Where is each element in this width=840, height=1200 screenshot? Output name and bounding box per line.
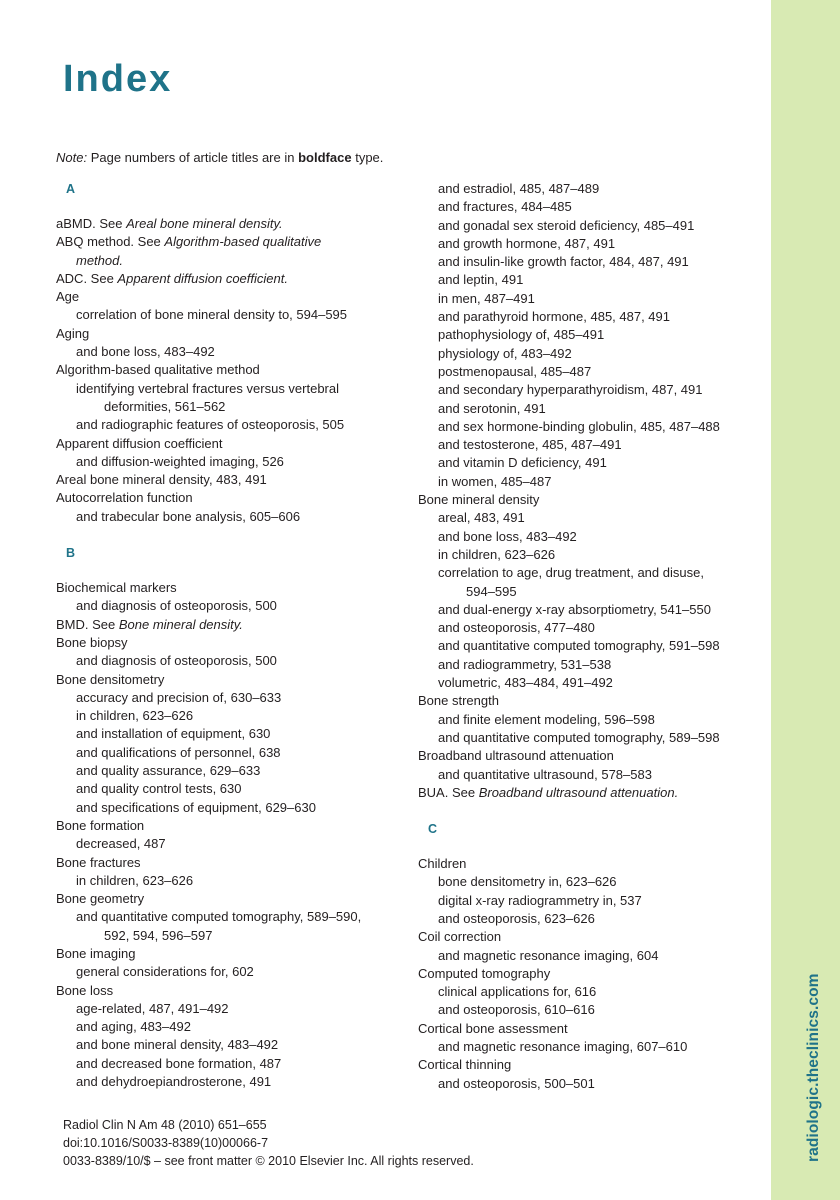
- entry-text: and osteoporosis, 623–626: [438, 910, 595, 926]
- index-subentry: [418, 892, 763, 910]
- index-entry: [418, 855, 763, 873]
- index-subentry: [418, 910, 763, 928]
- index-subentry: [56, 707, 401, 725]
- entry-text: pathophysiology of, 485–491: [438, 327, 605, 343]
- index-subentry: [56, 380, 401, 398]
- index-subentry: [418, 1038, 763, 1056]
- entry-text: in men, 487–491: [438, 290, 535, 306]
- index-subentry: [418, 473, 763, 491]
- index-entry: [56, 945, 401, 963]
- entry-text: and aging, 483–492: [76, 1019, 191, 1035]
- index-entry: [418, 784, 763, 802]
- entry-text: in children, 623–626: [438, 546, 556, 562]
- index-entry: [56, 435, 401, 453]
- cross-reference: Apparent diffusion coefficient.: [117, 270, 288, 286]
- entry-text: and qualifications of personnel, 638: [76, 744, 281, 760]
- index-subentry: [418, 583, 763, 601]
- entry-text: Algorithm-based qualitative method: [56, 362, 260, 378]
- index-subentry: [418, 198, 763, 216]
- entry-text: BUA. See: [418, 784, 479, 800]
- entry-text: Bone geometry: [56, 891, 145, 907]
- entry-text: and dehydroepiandrosterone, 491: [76, 1074, 272, 1090]
- index-subentry: [56, 1018, 401, 1036]
- entry-text: and osteoporosis, 477–480: [438, 620, 595, 636]
- index-subentry: [418, 656, 763, 674]
- index-entry: [56, 817, 401, 835]
- index-subentry: [56, 835, 401, 853]
- section-letter-heading: A: [66, 182, 76, 196]
- cross-reference: Bone mineral density.: [118, 616, 243, 632]
- entry-text: and specifications of equipment, 629–630: [76, 799, 316, 815]
- entry-text: and estradiol, 485, 487–489: [438, 181, 600, 196]
- entry-text: accuracy and precision of, 630–633: [76, 689, 282, 705]
- index-subentry: [56, 597, 401, 615]
- index-entry: [418, 928, 763, 946]
- index-note: [56, 149, 383, 167]
- index-subentry: [418, 564, 763, 582]
- index-subentry: [56, 453, 401, 471]
- entry-text: areal, 483, 491: [438, 510, 525, 526]
- entry-text: decreased, 487: [76, 836, 166, 852]
- index-subentry: [418, 983, 763, 1001]
- entry-text: 594–595: [466, 583, 517, 599]
- index-entry: [56, 288, 401, 306]
- entry-text: and testosterone, 485, 487–491: [438, 437, 622, 453]
- page-title: Index: [63, 58, 173, 100]
- index-entry: [56, 579, 401, 597]
- section-letter-heading: B: [66, 546, 76, 561]
- index-subentry: [56, 306, 401, 324]
- entry-text: and bone loss, 483–492: [76, 344, 215, 360]
- index-subentry: [56, 343, 401, 361]
- entry-text: Coil correction: [418, 929, 502, 945]
- section-letter-heading: C: [428, 822, 438, 837]
- entry-text: Computed tomography: [418, 965, 551, 981]
- index-subentry: [56, 927, 401, 945]
- entry-text: Children: [418, 856, 467, 872]
- entry-text: and radiogrammetry, 531–538: [438, 656, 612, 672]
- journal-url[interactable]: radiologic.theclinics.com: [805, 973, 822, 1162]
- index-subentry: [56, 908, 401, 926]
- entry-text: and quantitative ultrasound, 578–583: [438, 766, 652, 782]
- entry-text: postmenopausal, 485–487: [438, 363, 592, 379]
- entry-text: and quantitative computed tomography, 589–590,: [76, 909, 362, 925]
- entry-text: and serotonin, 491: [438, 400, 546, 416]
- entry-text: in children, 623–626: [76, 708, 194, 724]
- index-entry: [418, 747, 763, 765]
- entry-text: and diagnosis of osteoporosis, 500: [76, 653, 277, 669]
- index-subentry: [418, 271, 763, 289]
- entry-text: and magnetic resonance imaging, 604: [438, 947, 659, 963]
- note-text-before: Page numbers of article titles are in: [90, 150, 295, 165]
- index-subentry: [56, 416, 401, 434]
- section-gap: [418, 802, 763, 820]
- index-subentry: [56, 652, 401, 670]
- index-entry: [56, 982, 401, 1000]
- entry-text: and vitamin D deficiency, 491: [438, 455, 607, 471]
- index-subentry: [418, 947, 763, 965]
- index-entry: [56, 634, 401, 652]
- index-entry: [56, 215, 401, 233]
- index-entry: [56, 325, 401, 343]
- index-subentry: [418, 711, 763, 729]
- entry-text: correlation of bone mineral density to, 594–595: [76, 307, 348, 323]
- entry-text: ADC. See: [56, 270, 118, 286]
- index-subentry: [418, 619, 763, 637]
- footer-citation: Radiol Clin N Am 48 (2010) 651–655: [63, 1118, 267, 1132]
- note-text-after: type.: [355, 150, 384, 165]
- index-subentry: [56, 252, 401, 270]
- entry-text: and decreased bone formation, 487: [76, 1055, 282, 1071]
- entry-text: and installation of equipment, 630: [76, 726, 271, 742]
- index-subentry: [56, 1036, 401, 1054]
- index-subentry: [56, 398, 401, 416]
- entry-text: and trabecular bone analysis, 605–606: [76, 508, 301, 524]
- footer-copyright: 0033-8389/10/$ – see front matter © 2010 Elsevier Inc. All rights reserved.: [63, 1154, 474, 1168]
- entry-text: and leptin, 491: [438, 272, 524, 288]
- index-subentry: [418, 400, 763, 418]
- index-entry: [56, 616, 401, 634]
- entry-text: Bone biopsy: [56, 634, 128, 650]
- entry-text: bone densitometry in, 623–626: [438, 874, 617, 890]
- index-subentry: [418, 308, 763, 326]
- index-subentry: [418, 509, 763, 527]
- index-subentry: [56, 872, 401, 890]
- entry-text: general considerations for, 602: [76, 964, 254, 980]
- index-subentry: [418, 326, 763, 344]
- index-subentry: [56, 1073, 401, 1091]
- entry-text: Age: [56, 289, 80, 305]
- index-subentry: [418, 873, 763, 891]
- index-subentry: [418, 290, 763, 308]
- entry-text: Bone strength: [418, 693, 499, 709]
- entry-text: and osteoporosis, 500–501: [438, 1075, 595, 1091]
- entry-text: 592, 594, 596–597: [104, 927, 213, 943]
- entry-text: deformities, 561–562: [104, 398, 226, 414]
- entry-text: and parathyroid hormone, 485, 487, 491: [438, 309, 671, 325]
- entry-text: Cortical thinning: [418, 1057, 512, 1073]
- section-gap: [56, 526, 401, 544]
- entry-text: Bone densitometry: [56, 671, 165, 687]
- entry-text: Bone formation: [56, 817, 145, 833]
- index-entry: [56, 361, 401, 379]
- entry-text: and osteoporosis, 610–616: [438, 1002, 595, 1018]
- index-column-left: [56, 180, 401, 1091]
- note-label: Note:: [56, 150, 88, 165]
- index-subentry: [418, 180, 763, 198]
- entry-text: and quantitative computed tomography, 589–598: [438, 729, 720, 745]
- index-entry: [418, 1020, 763, 1038]
- entry-text: and quality control tests, 630: [76, 781, 242, 797]
- index-entry: [56, 890, 401, 908]
- entry-text: and bone loss, 483–492: [438, 528, 577, 544]
- index-entry: [56, 854, 401, 872]
- index-subentry: [56, 799, 401, 817]
- index-subentry: [56, 1055, 401, 1073]
- index-subentry: [418, 528, 763, 546]
- index-subentry: [418, 766, 763, 784]
- entry-text: and radiographic features of osteoporosis, 505: [76, 417, 345, 433]
- entry-text: and gonadal sex steroid deficiency, 485–491: [438, 217, 695, 233]
- index-entry: [418, 965, 763, 983]
- entry-text: and quality assurance, 629–633: [76, 763, 261, 779]
- index-subentry: [418, 674, 763, 692]
- entry-text: Aging: [56, 325, 90, 341]
- index-subentry: [56, 780, 401, 798]
- index-subentry: [418, 436, 763, 454]
- index-subentry: [418, 637, 763, 655]
- entry-text: Bone loss: [56, 982, 114, 998]
- cross-reference: method.: [76, 252, 123, 268]
- entry-text: Areal bone mineral density, 483, 491: [56, 472, 267, 488]
- index-subentry: [56, 508, 401, 526]
- cross-reference: Algorithm-based qualitative: [164, 234, 322, 250]
- index-subentry: [418, 363, 763, 381]
- entry-text: Bone fractures: [56, 854, 141, 870]
- index-subentry: [418, 454, 763, 472]
- entry-text: Cortical bone assessment: [418, 1020, 568, 1036]
- index-entry: [56, 233, 401, 251]
- note-bold-word: boldface: [298, 150, 352, 165]
- index-entry: [56, 270, 401, 288]
- index-subentry: [418, 729, 763, 747]
- index-subentry: [418, 381, 763, 399]
- entry-text: identifying vertebral fractures versus vertebral: [76, 380, 340, 396]
- index-entry: [418, 692, 763, 710]
- entry-text: Broadband ultrasound attenuation: [418, 748, 614, 764]
- index-subentry: [418, 345, 763, 363]
- entry-text: Bone mineral density: [418, 492, 540, 508]
- index-entry: [418, 1056, 763, 1074]
- entry-text: and fractures, 484–485: [438, 199, 572, 215]
- entry-text: and dual-energy x-ray absorptiometry, 541–550: [438, 601, 711, 617]
- entry-text: and sex hormone-binding globulin, 485, 487–488: [438, 418, 720, 434]
- entry-text: Apparent diffusion coefficient: [56, 435, 223, 451]
- entry-text: and magnetic resonance imaging, 607–610: [438, 1039, 688, 1055]
- cross-reference: Broadband ultrasound attenuation.: [478, 784, 679, 800]
- index-subentry: [418, 235, 763, 253]
- index-subentry: [418, 1001, 763, 1019]
- index-entry: [56, 489, 401, 507]
- entry-text: and diagnosis of osteoporosis, 500: [76, 598, 277, 614]
- entry-text: volumetric, 483–484, 491–492: [438, 675, 613, 691]
- index-entry: [56, 471, 401, 489]
- index-entry: [418, 491, 763, 509]
- entry-text: aBMD. See: [56, 216, 127, 231]
- entry-text: Bone imaging: [56, 945, 136, 961]
- entry-text: in women, 485–487: [438, 473, 552, 489]
- entry-text: and finite element modeling, 596–598: [438, 711, 655, 727]
- entry-text: in children, 623–626: [76, 872, 194, 888]
- entry-text: and quantitative computed tomography, 591–598: [438, 638, 720, 654]
- entry-text: BMD. See: [56, 616, 119, 632]
- entry-text: clinical applications for, 616: [438, 984, 597, 1000]
- footer-doi: doi:10.1016/S0033-8389(10)00066-7: [63, 1136, 269, 1150]
- index-subentry: [56, 689, 401, 707]
- index-subentry: [56, 744, 401, 762]
- index-subentry: [56, 963, 401, 981]
- entry-text: digital x-ray radiogrammetry in, 537: [438, 892, 642, 908]
- entry-text: age-related, 487, 491–492: [76, 1000, 229, 1016]
- index-subentry: [418, 253, 763, 271]
- entry-text: ABQ method. See: [56, 234, 165, 250]
- index-subentry: [418, 601, 763, 619]
- index-subentry: [56, 725, 401, 743]
- index-entry: [56, 671, 401, 689]
- index-column-right: [418, 180, 763, 1093]
- entry-text: and diffusion-weighted imaging, 526: [76, 453, 284, 469]
- entry-text: Autocorrelation function: [56, 490, 193, 506]
- index-subentry: [418, 418, 763, 436]
- entry-text: and growth hormone, 487, 491: [438, 235, 616, 251]
- cross-reference: Areal bone mineral density.: [126, 216, 283, 231]
- citation-footer: [63, 1116, 474, 1170]
- entry-text: and secondary hyperparathyroidism, 487, 491: [438, 382, 703, 398]
- entry-text: and insulin-like growth factor, 484, 487, 491: [438, 254, 689, 270]
- entry-text: physiology of, 483–492: [438, 345, 572, 361]
- entry-text: Biochemical markers: [56, 580, 177, 596]
- index-subentry: [56, 762, 401, 780]
- entry-text: correlation to age, drug treatment, and disuse,: [438, 565, 704, 581]
- entry-text: and bone mineral density, 483–492: [76, 1037, 279, 1053]
- index-subentry: [418, 217, 763, 235]
- index-subentry: [56, 1000, 401, 1018]
- index-subentry: [418, 1075, 763, 1093]
- index-subentry: [418, 546, 763, 564]
